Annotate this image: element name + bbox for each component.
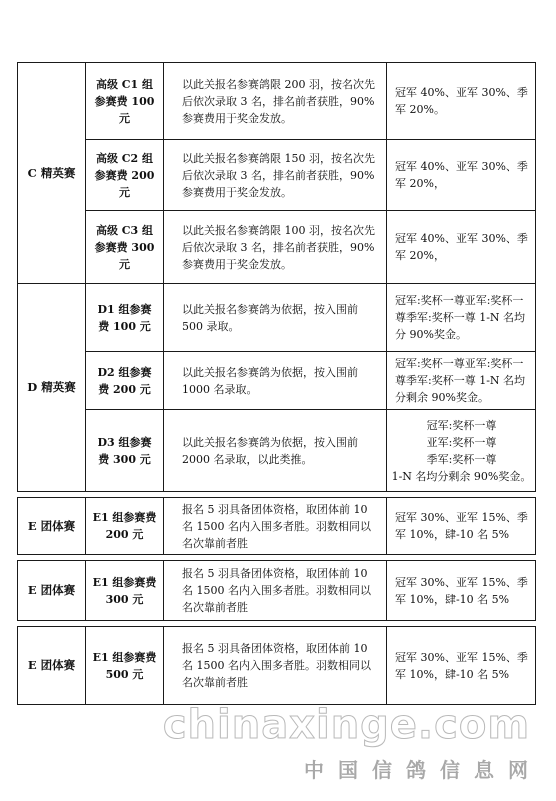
rule-cell: 报名 5 羽具备团体资格，取团体前 10 名 1500 名内入围多者胜。羽数相同以名次靠前者胜 [164,627,387,705]
prize-cell: 冠军 40%、亚军 30%、季军 20%， [387,140,536,211]
watermark-url: chinaxinge.com [162,702,530,748]
category-cell: D 精英赛 [18,284,86,492]
fee-cell: D3 组参赛费 300 元 [86,410,164,492]
prize-line: 1-N 名均分剩余 90%奖金。 [391,469,532,483]
prize-line: 亚军:奖杯一尊 [426,435,497,449]
competition-table [17,62,536,705]
prize-line: 季军:奖杯一尊 [426,452,497,466]
table-row [18,498,536,555]
rule-cell: 以此关报名参赛鸽为依据，按入围前 1000 名录取。 [164,352,387,410]
fee-cell: E1 组参赛费 200 元 [86,498,164,555]
rule-cell: 以此关报名参赛鸽为依据，按入围前 2000 名录取，以此类推。 [164,410,387,492]
rule-cell: 以此关报名参赛鸽限 200 羽，按名次先后依次录取 3 名，排名前者获胜，90%参赛费用于奖金发放。 [164,63,387,140]
fee-cell: D2 组参赛费 200 元 [86,352,164,410]
category-cell: E 团体赛 [18,498,86,555]
rules-document [17,62,535,705]
table-row [18,561,536,621]
table-row [18,140,536,211]
prize-cell: 冠军 30%、亚军 15%、季军 10%，肆-10 名 5% [387,498,536,555]
prize-cell: 冠军:奖杯一尊亚军:奖杯一尊季军:奖杯一尊 1-N 名均分剩余 90%奖金。 [387,352,536,410]
fee-cell: E1 组参赛费 500 元 [86,627,164,705]
fee-cell: 高级 C3 组参赛费 300 元 [86,211,164,284]
fee-cell: D1 组参赛费 100 元 [86,284,164,352]
prize-cell: 冠军:奖杯一尊亚军:奖杯一尊季军:奖杯一尊 1-N 名均分 90%奖金。 [387,284,536,352]
rule-cell: 以此关报名参赛鸽限 150 羽，按名次先后依次录取 3 名，排名前者获胜，90%参赛费用于奖金发放。 [164,140,387,211]
table-row [18,211,536,284]
fee-cell: E1 组参赛费 300 元 [86,561,164,621]
table-row [18,284,536,352]
table-row [18,627,536,705]
rule-cell: 以此关报名参赛鸽为依据，按入围前 500 录取。 [164,284,387,352]
table-row [18,352,536,410]
watermark-site-name: 中国信鸽信息网 [304,758,542,782]
rule-cell: 以此关报名参赛鸽限 100 羽，按名次先后依次录取 3 名，排名前者获胜，90%参赛费用于奖金发放。 [164,211,387,284]
table-row [18,410,536,492]
rule-cell: 报名 5 羽具备团体资格，取团体前 10 名 1500 名内入围多者胜。羽数相同以名次靠前者胜 [164,561,387,621]
prize-cell: 冠军 30%、亚军 15%、季军 10%，肆-10 名 5% [387,627,536,705]
prize-cell: 冠军 40%、亚军 30%、季军 20%。 [387,63,536,140]
prize-line: 冠军:奖杯一尊 [426,418,497,432]
fee-cell: 高级 C1 组参赛费 100 元 [86,63,164,140]
prize-cell [387,410,536,492]
prize-cell: 冠军 30%、亚军 15%、季军 10%，肆-10 名 5% [387,561,536,621]
category-cell: E 团体赛 [18,561,86,621]
prize-cell: 冠军 40%、亚军 30%、季军 20%， [387,211,536,284]
table-row [18,63,536,140]
category-cell: E 团体赛 [18,627,86,705]
rule-cell: 报名 5 羽具备团体资格，取团体前 10 名 1500 名内入围多者胜。羽数相同以名次靠前者胜 [164,498,387,555]
fee-cell: 高级 C2 组参赛费 200 元 [86,140,164,211]
category-cell: C 精英赛 [18,63,86,284]
